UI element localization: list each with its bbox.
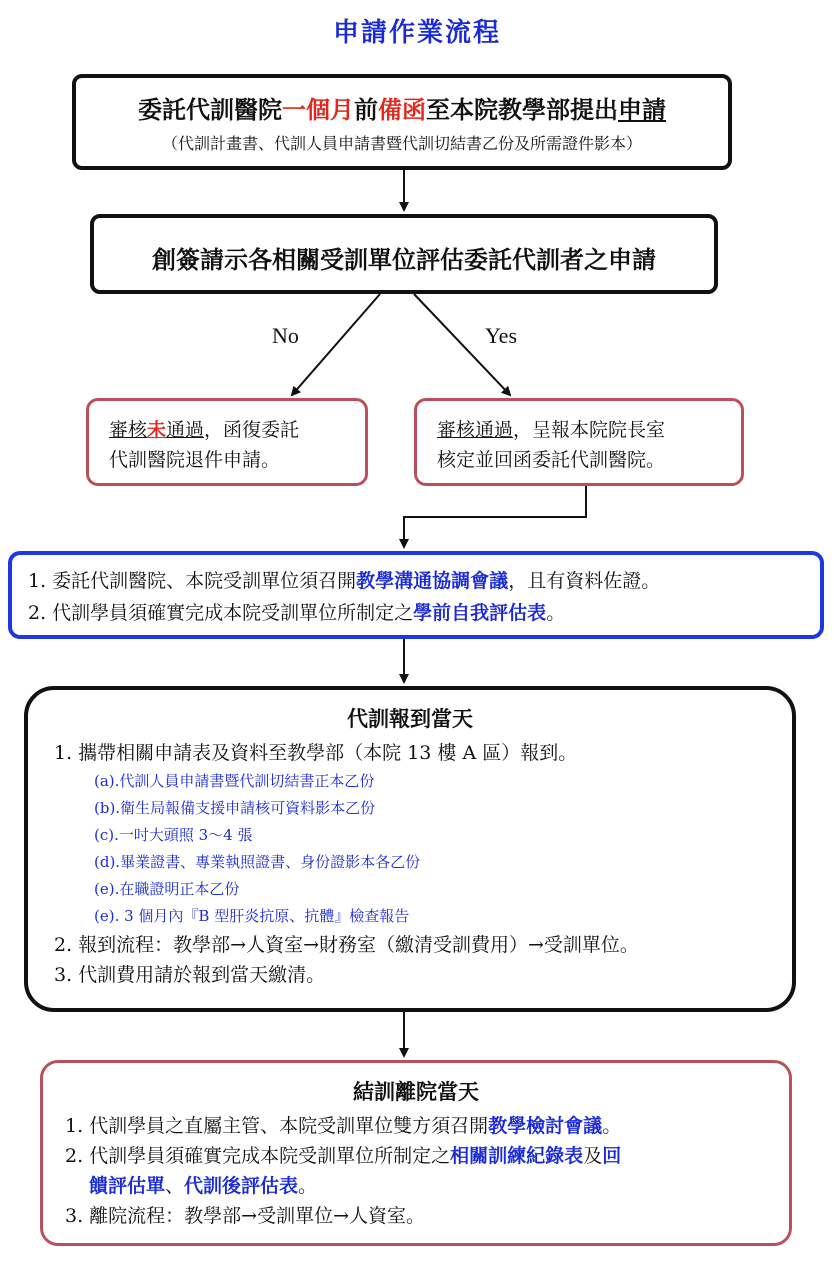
leave-item-2	[65, 1141, 789, 1171]
text-segment: 及	[583, 1145, 603, 1167]
connector-approve-coord	[404, 486, 586, 547]
submit-application-box	[72, 74, 732, 170]
report-item-1: 1. 攜帶相關申請表及資料至教學部（本院 13 樓 A 區）報到。	[54, 742, 578, 764]
text-segment: ，呈報本院院長室	[513, 419, 666, 441]
arrow-no-branch	[292, 294, 380, 395]
report-subitem: (a).代訓人員申請書暨代訓切結書正本乙份	[94, 772, 375, 790]
branch-no-label: No	[272, 323, 299, 348]
report-subitem: (e). 3 個月內『B 型肝炎抗原、抗體』檢查報告	[94, 907, 410, 925]
required-documents-note: （代訓計畫書、代訓人員申請書暨代訓切結書乙份及所需證件影本）	[161, 134, 642, 153]
approved-underlined: 審核通過	[437, 419, 514, 441]
submit-application-text	[76, 90, 728, 125]
report-day-box	[24, 686, 796, 1012]
report-item-2: 2. 報到流程：教學部→人資室→財務室（繳清受訓費用）→受訓單位。	[54, 934, 639, 956]
text-segment: 、	[165, 1175, 185, 1197]
report-item-3: 3. 代訓費用請於報到當天繳清。	[54, 964, 326, 986]
self-assessment-highlight: 學前自我評估表	[413, 602, 547, 624]
apply-underlined: 申請	[618, 95, 666, 124]
deadline-highlight: 一個月	[282, 95, 354, 124]
not-highlight: 未	[147, 419, 167, 441]
review-meeting-highlight: 教學檢討會議	[488, 1115, 603, 1137]
leave-item-1	[65, 1111, 789, 1141]
text-segment: 委託代訓醫院	[138, 95, 282, 124]
text-segment: 通過	[166, 419, 205, 441]
report-day-heading: 代訓報到當天	[347, 706, 473, 731]
text-segment: 前	[354, 95, 378, 124]
report-subitem: (e).在職證明正本乙份	[94, 880, 240, 898]
page-title: 申請作業流程	[332, 18, 501, 48]
approved-box	[414, 398, 744, 486]
text-segment: 2. 代訓學員須確實完成本院受訓單位所制定之	[65, 1145, 451, 1167]
evaluation-box: 創簽請示各相關受訓單位評估委託代訓者之申請	[90, 214, 718, 294]
report-subitem: (c).一吋大頭照 3～4 張	[94, 826, 253, 844]
leave-day-heading: 結訓離院當天	[353, 1079, 479, 1104]
text-segment: 至本院教學部提出	[426, 95, 618, 124]
branch-yes-label: Yes	[485, 323, 518, 348]
text-segment: 。	[602, 1115, 622, 1137]
letter-highlight: 備函	[378, 95, 426, 124]
text-segment: 1. 委託代訓醫院、本院受訓單位須召開	[28, 570, 357, 592]
text-segment: 2. 代訓學員須確實完成本院受訓單位所制定之	[28, 602, 414, 624]
text-segment: 審核	[109, 419, 148, 441]
training-record-highlight: 相關訓練紀錄表	[450, 1145, 584, 1167]
text-segment: 1. 代訓學員之直屬主管、本院受訓單位雙方須召開	[65, 1115, 489, 1137]
coordination-box	[8, 551, 824, 639]
text-segment: 。	[298, 1175, 318, 1197]
leave-item-3: 3. 離院流程：教學部→受訓單位→人資室。	[65, 1205, 426, 1227]
coordination-item-2	[28, 597, 820, 629]
rejected-line2: 代訓醫院退件申請。	[109, 449, 281, 471]
approved-line1	[437, 415, 741, 445]
feedback-highlight: 回	[602, 1145, 622, 1167]
text-segment: ，函復委託	[204, 419, 300, 441]
feedback-highlight: 饋評估單	[89, 1175, 166, 1197]
leave-item-2-continued	[65, 1171, 789, 1201]
post-training-eval-highlight: 代訓後評估表	[184, 1175, 299, 1197]
approved-line2: 核定並回函委託代訓醫院。	[437, 449, 666, 471]
coordination-item-1	[28, 565, 820, 597]
report-subitem: (b).衛生局報備支援申請核可資料影本乙份	[94, 799, 376, 817]
leave-day-box	[40, 1060, 792, 1246]
meeting-highlight: 教學溝通協調會議	[356, 570, 509, 592]
text-segment: 。	[546, 602, 566, 624]
text-segment: ，且有資料佐證。	[508, 570, 661, 592]
rejected-line1	[109, 415, 365, 445]
rejected-box	[86, 398, 368, 486]
report-subitem: (d).畢業證書、專業執照證書、身份證影本各乙份	[94, 853, 421, 871]
